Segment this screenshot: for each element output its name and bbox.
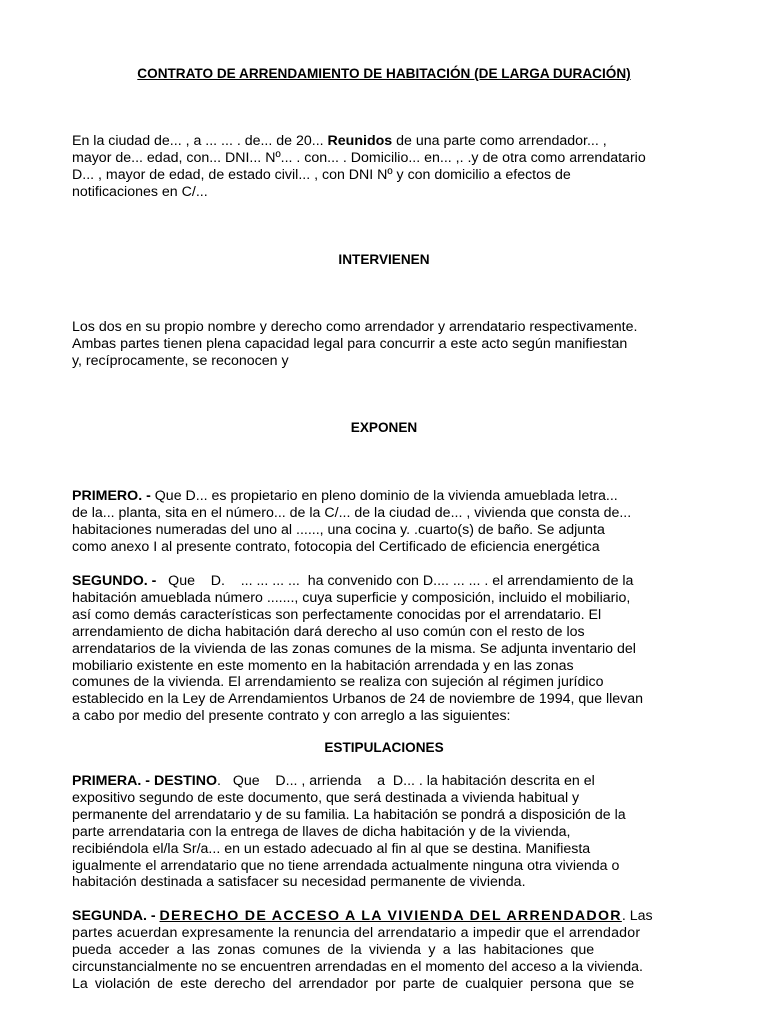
segundo-label: SEGUNDO. - xyxy=(72,573,161,589)
primero-paragraph xyxy=(72,488,700,556)
segunda-label: SEGUNDA. - xyxy=(72,908,160,924)
document-title: CONTRATO DE ARRENDAMIENTO DE HABITACIÓN (DE LARGA DURACIÓN) xyxy=(137,66,631,81)
primera-paragraph xyxy=(72,773,700,891)
intervienen-line-2: Ambas partes tienen plena capacidad legal para concurrir a este acto según manifiestan xyxy=(72,335,628,352)
segundo-line-8: establecido en la Ley de Arrendamientos Urbanos de 24 de noviembre de 1994, que llevan xyxy=(72,691,644,708)
primero-line-1: PRIMERO. - Que D... es propietario en pleno dominio de la vivienda amueblada letra... xyxy=(72,488,618,504)
segunda-line-3: pueda acceder a las zonas comunes de la vivienda y a las habitaciones que xyxy=(72,941,595,958)
reunidos-bold: Reunidos xyxy=(327,133,393,149)
primera-line-1: PRIMERA. - DESTINO. Que D... , arrienda a D... . la habitación descrita en el xyxy=(72,773,595,789)
intro-line-1: En la ciudad de... , a ... ... . de... de 20... Reunidos de una parte como arrendador... , xyxy=(72,133,607,149)
primero-line-2: de la... planta, sita en el número... de la C/... de la ciudad de... , vivienda que consta de... xyxy=(72,504,632,521)
primera-line-5: recibiéndola el/la Sr/a... en un estado adecuado al fin al que se destina. Manifiesta xyxy=(72,840,591,857)
primera-label: PRIMERA. - DESTINO xyxy=(72,773,218,789)
segundo-line-6: mobiliario existente en este momento en la habitación arrendada y en las zonas xyxy=(72,657,574,674)
intro-line-4: notificaciones en C/... xyxy=(72,183,208,200)
heading-estipulaciones: ESTIPULACIONES xyxy=(324,740,444,755)
segundo-line-3: así como demás características son perfectamente conocidas por el arrendatario. El xyxy=(72,606,602,623)
segunda-line-2: partes acuerdan expresamente la renuncia del arrendatario a impedir que el arrendador xyxy=(72,924,641,941)
segundo-line-1: SEGUNDO. - Que D. ... ... ... ... ha convenido con D.... ... ... . el arrendamiento de la xyxy=(72,573,634,589)
segundo-line-5: arrendatarios de la vivienda de las zonas comunes de la misma. Se adjunta inventario del xyxy=(72,640,636,657)
intro-line-3: D... , mayor de edad, de estado civil... , con DNI Nº y con domicilio a efectos de xyxy=(72,166,571,183)
heading-exponen: EXPONEN xyxy=(350,420,418,435)
intervienen-line-3: y, recíprocamente, se reconocen y xyxy=(72,352,289,369)
segunda-line-1: SEGUNDA. - DERECHO DE ACCESO A LA VIVIENDA DEL ARRENDADOR. Las xyxy=(72,908,653,924)
segundo-line-2: habitación amueblada número ......., cuya superficie y composición, incluido el mobiliario, xyxy=(72,589,631,606)
intervienen-paragraph xyxy=(72,319,700,370)
intro-line-2: mayor de... edad, con... DNI... Nº... . con... . Domicilio... en... ,. .y de otra como arrendatario xyxy=(72,149,646,166)
primera-line-3: permanente del arrendatario y de su familia. La habitación se pondrá a disposición de la xyxy=(72,806,626,823)
segunda-underlined-title: DERECHO DE ACCESO A LA VIVIENDA DEL ARRENDADOR xyxy=(159,908,622,924)
segunda-line-5: La violación de este derecho del arrendador por parte de cualquier persona que se xyxy=(72,975,635,992)
primero-line-3: habitaciones numeradas del uno al ......, una cocina y. .cuarto(s) de baño. Se adjunta xyxy=(72,521,605,538)
heading-intervienen: INTERVIENEN xyxy=(338,252,430,267)
primero-label: PRIMERO. - xyxy=(72,488,155,504)
segunda-line-4: circunstancialmente no se encuentren arrendadas en el momento del acceso a la vivienda. xyxy=(72,958,643,975)
segundo-line-7: comunes de la vivienda. El arrendamiento se realiza con sujeción al régimen jurídico xyxy=(72,674,604,691)
primera-line-2: expositivo segundo de este documento, que será destinada a vivienda habitual y xyxy=(72,789,580,806)
primero-line-4: como anexo I al presente contrato, fotocopia del Certificado de eficiencia energética xyxy=(72,538,600,555)
primera-line-6: igualmente el arrendatario que no tiene arrendada actualmente ninguna otra vivienda o xyxy=(72,857,620,874)
segunda-paragraph xyxy=(72,908,700,993)
intervienen-line-1: Los dos en su propio nombre y derecho como arrendador y arrendatario respectivamente. xyxy=(72,319,638,335)
primera-line-7: habitación destinada a satisfacer su necesidad permanente de vivienda. xyxy=(72,874,526,891)
segundo-paragraph xyxy=(72,573,700,725)
segundo-line-9: a cabo por medio del presente contrato y con arreglo a las siguientes: xyxy=(72,708,511,725)
segundo-line-4: arrendamiento de dicha habitación dará derecho al uso común con el resto de los xyxy=(72,623,585,640)
primera-line-4: parte arrendataria con la entrega de llaves de dicha habitación y de la vivienda, xyxy=(72,823,571,840)
intro-paragraph xyxy=(72,133,700,201)
